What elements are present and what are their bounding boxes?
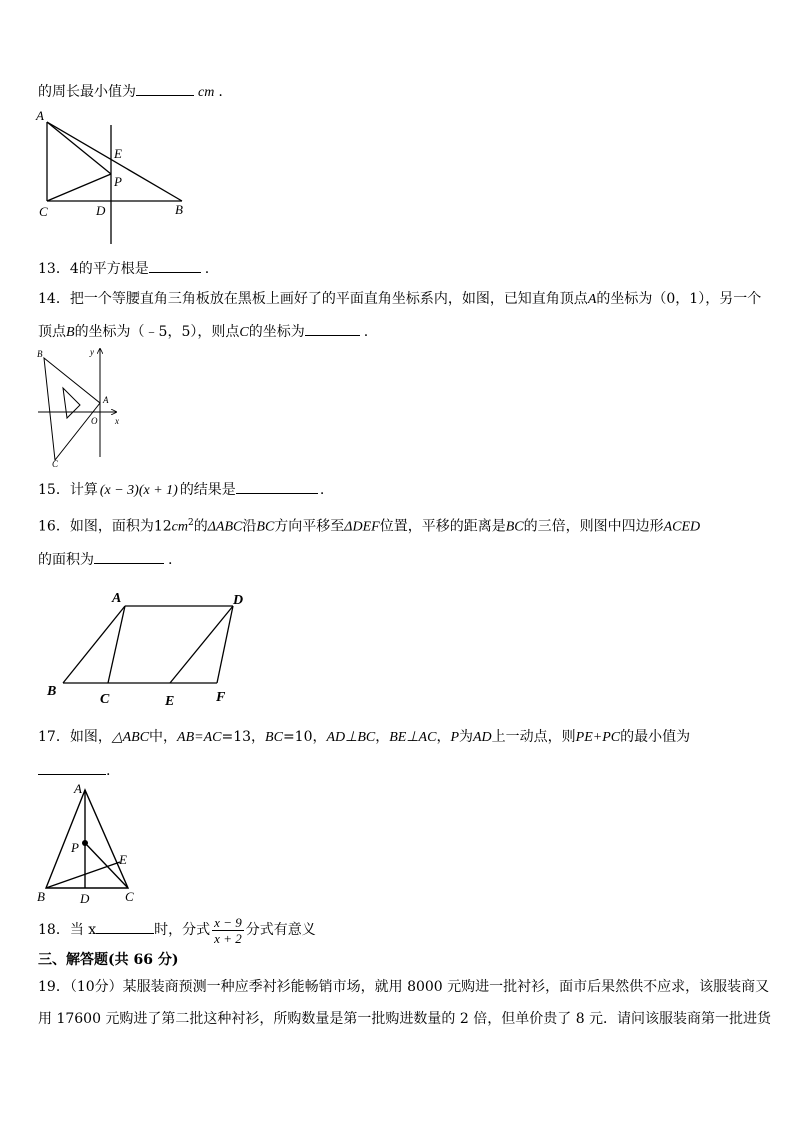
q14-label-b: B: [37, 349, 43, 359]
q14-line2: [38, 321, 368, 343]
q15-text-1: 15．计算: [38, 482, 98, 498]
q16-text-5: 位置，平移的距离是: [379, 518, 506, 535]
q14-figure: [34, 345, 134, 470]
q17-line1: [38, 727, 690, 748]
q16-figure: [40, 585, 280, 710]
q14-point-c: C: [239, 325, 249, 340]
q14-text-5: 的坐标为: [248, 324, 305, 340]
q17-text-7: 为: [459, 729, 473, 745]
q16-text-4: 方向平移至: [274, 518, 345, 535]
q18-numerator: x − 9: [214, 914, 242, 930]
q16-label-e: E: [165, 694, 175, 709]
q14-text-4: 的坐标为（﹣5，5），则点: [74, 324, 240, 340]
q14-end: .: [363, 324, 369, 340]
q17-text-6: ，: [436, 729, 451, 745]
q17-end: .: [106, 763, 111, 779]
q14-label-o: O: [91, 416, 98, 426]
q14-text-3: 顶点: [38, 324, 66, 340]
q18-answer-blank: [96, 919, 154, 934]
q15-expression: (x − 3)(x + 1): [99, 483, 178, 498]
q16-triangle-def: ΔDEF: [344, 519, 380, 535]
q12-label-d: D: [96, 203, 106, 218]
q14-line1: [38, 289, 761, 310]
q18-line: [38, 912, 316, 948]
section-3-title: 三、解答题(共 66 分): [38, 952, 179, 968]
q17-text-3: =13，: [221, 729, 266, 745]
q16-label-a: A: [112, 591, 122, 606]
q14-label-a: A: [103, 395, 109, 405]
q17-label-c: C: [125, 889, 134, 904]
q18-text-2: 时，分式: [154, 922, 211, 938]
q17-cond-5: P: [450, 730, 459, 745]
q16-text-6: 的三倍，则图中四边形: [523, 518, 664, 535]
q15-text-2: 的结果是: [179, 482, 236, 498]
q17-text-8: 上一动点，则: [491, 729, 576, 745]
q13-line: [38, 258, 209, 279]
q12-label-a: A: [36, 108, 44, 123]
q12-label-e: E: [114, 146, 122, 161]
q16-quad-aced: ACED: [663, 519, 701, 535]
q17-line2: [38, 760, 110, 781]
q16-text-1: 16．如图，面积为: [38, 518, 154, 535]
q16-segment-bc: BC: [256, 519, 275, 535]
q17-text-4: =10，: [282, 729, 327, 745]
q17-figure: [34, 780, 144, 905]
q17-cond-2: BC: [265, 730, 283, 745]
q12-label-p: P: [114, 174, 122, 189]
q14-point-b: B: [66, 325, 75, 340]
q12-line: [38, 81, 223, 103]
q12-figure: [34, 108, 234, 248]
q17-label-d: D: [80, 891, 90, 906]
q13-answer-blank: [149, 258, 201, 273]
q17-cond-6: AD: [473, 730, 492, 745]
q14-label-y: y: [90, 347, 94, 357]
q16-end: .: [168, 552, 173, 568]
q17-text-2: 中，: [149, 729, 178, 745]
q17-cond-3: AD⊥BC: [326, 730, 376, 745]
q12-answer-blank: [136, 81, 194, 96]
q12-text: 的周长最小值为: [38, 84, 136, 100]
q17-text-5: ，: [375, 729, 390, 745]
q18-denominator: x + 2: [214, 930, 242, 946]
q16-label-f: F: [216, 690, 226, 705]
q17-text-1: 17．如图，: [38, 729, 112, 745]
q17-cond-7: PE+PC: [575, 730, 621, 745]
q16-segment-bc-2: BC: [505, 519, 524, 535]
q17-triangle: △ABC: [111, 730, 150, 745]
q16-answer-blank: [94, 549, 164, 564]
q19-line1: 19．（10分）某服装商预测一种应季衬衫能畅销市场，就用 8000 元购进一批衬衫，面市后果然供不应求，该服装商又: [38, 979, 770, 995]
q14-text-1: 14．把一个等腰直角三角板放在黑板上画好了的平面直角坐标系内，如图，已知直角顶点: [38, 291, 588, 307]
q17-label-b: B: [37, 889, 45, 904]
q15-answer-blank: [236, 479, 318, 494]
q16-label-d: D: [233, 593, 244, 608]
q16-text-3: 沿: [242, 518, 257, 535]
q14-answer-blank: [305, 321, 360, 336]
q12-end: .: [218, 84, 223, 100]
q14-point-a: A: [587, 292, 597, 307]
q17-label-p: P: [71, 840, 79, 855]
q19-line2: 用 17600 元购进了第二批这种衬衫，所购数量是第一批购进数量的 2 倍，但单价贵了 8 元．请问该服装商第一批进货: [38, 1011, 772, 1027]
q16-line1: [38, 513, 700, 538]
q15-line: [38, 479, 324, 501]
q13-text: 13．4的平方根是: [38, 261, 149, 277]
q16-text-2: 的: [193, 518, 208, 535]
q18-fraction: [212, 915, 244, 946]
q17-cond-4: BE⊥AC: [389, 730, 437, 745]
q17-label-e: E: [119, 852, 127, 867]
q14-text-2: 的坐标为（0，1），另一个: [596, 291, 762, 307]
q17-label-a: A: [74, 781, 82, 796]
q16-label-b: B: [47, 684, 57, 699]
q18-text-3: 分式有意义: [245, 922, 316, 938]
q15-end: .: [319, 482, 325, 498]
q17-answer-blank: [38, 760, 106, 775]
q16-text-7: 的面积为: [38, 552, 94, 568]
q13-end: .: [204, 261, 210, 277]
q16-unit: cm: [171, 519, 188, 535]
q12-unit: cm: [198, 85, 215, 100]
q12-label-c: C: [39, 204, 48, 219]
q16-area-value: 12: [153, 518, 172, 535]
q18-text-1: 18．当 x: [38, 922, 97, 938]
q14-label-x: x: [115, 416, 119, 426]
q14-label-c: C: [52, 459, 59, 469]
q17-cond-1: AB=AC: [177, 730, 222, 745]
q12-label-b: B: [175, 202, 183, 217]
q17-text-9: 的最小值为: [620, 729, 691, 745]
q16-unit-power: 2: [187, 518, 194, 528]
q16-triangle-abc: ΔABC: [207, 519, 243, 535]
q16-label-c: C: [100, 692, 110, 707]
q16-line2: [38, 549, 172, 570]
